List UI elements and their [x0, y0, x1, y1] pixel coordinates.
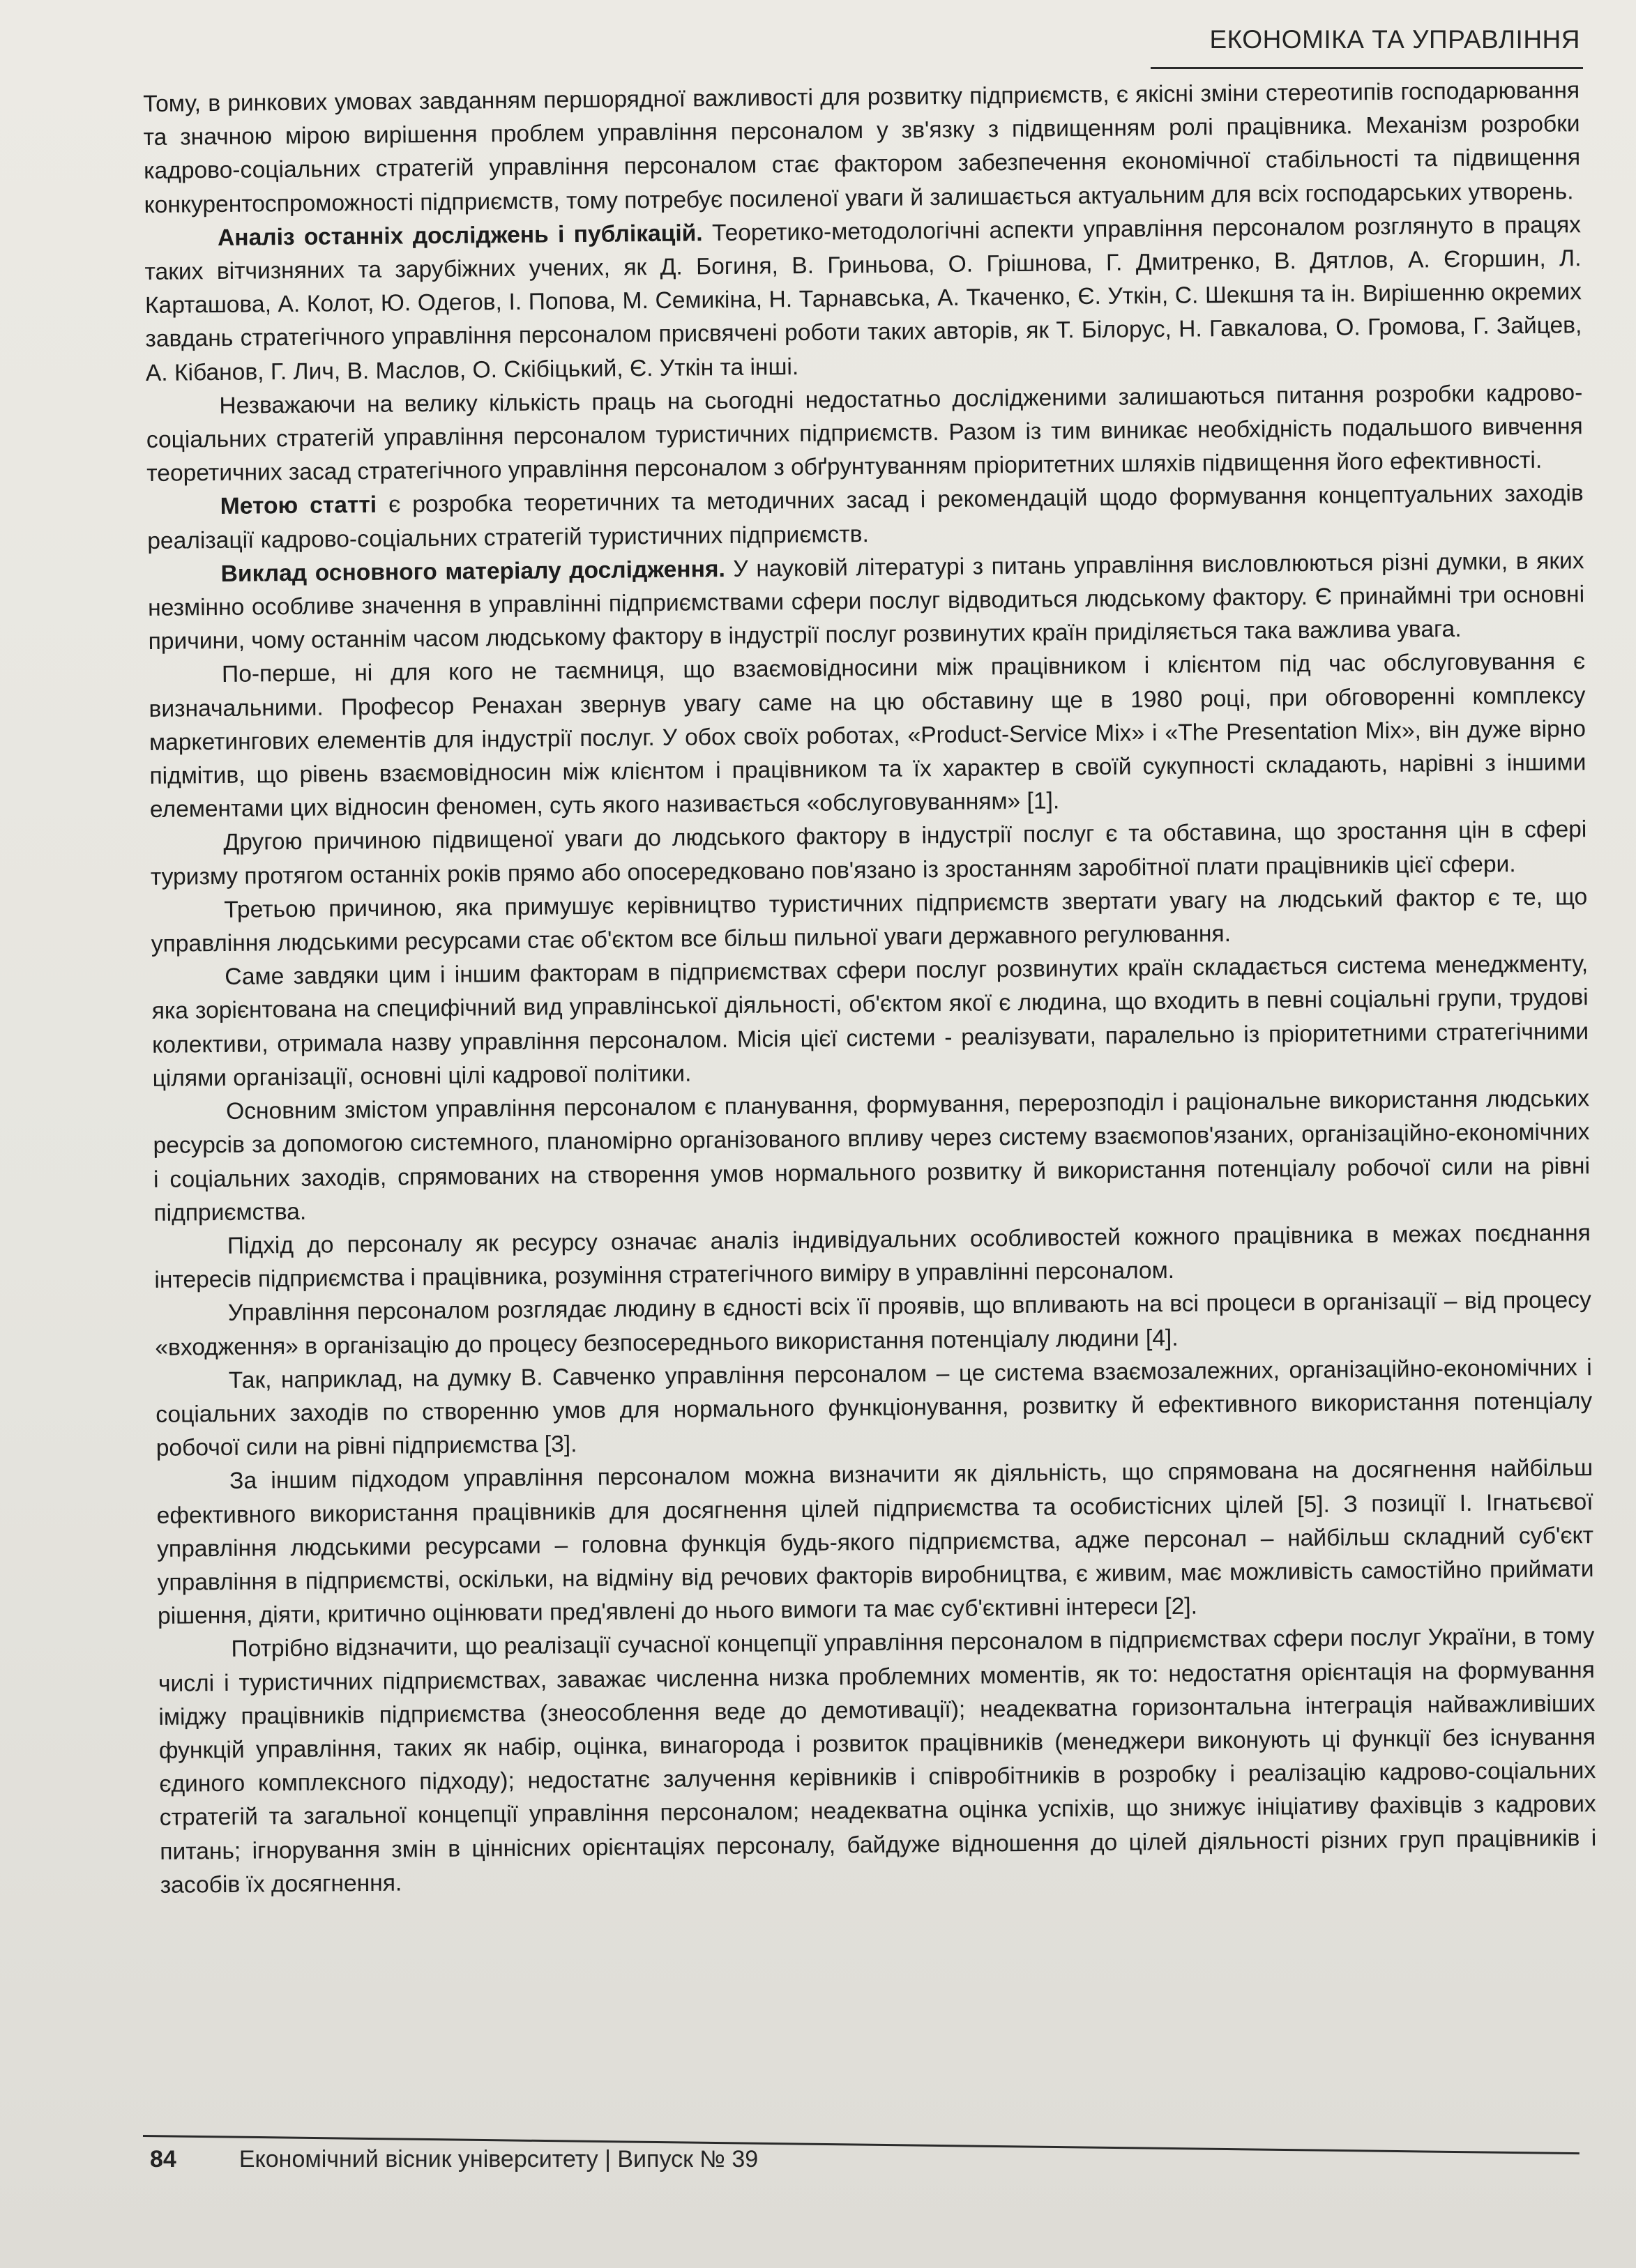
paragraph-text: У науковій літературі з питань управління висловлюються різні думки, в яких незмінно особливе значення в управлінні підприємствами сфери послуг відводиться людському фактору. Є принаймні три основні причини, чому останнім часом людському фактору в індустрії послуг розвинутих країн приділяється така важлива увага. [147, 548, 1585, 655]
paragraph-management-system [151, 947, 1589, 1096]
paragraph-text: Другою причиною підвищеної уваги до людського фактору в індустрії послуг є та обставина, що зростання цін в сфері туризму протягом останніх років прямо або опосередковано пов'язано із зростанням заробітної плати працівників цієї сфери. [150, 816, 1587, 890]
paragraph-other-approach [156, 1452, 1594, 1634]
paragraph-text: є розробка теоретичних та методичних засад і рекомендацій щодо формування концептуальних заходів реалізації кадрово-соціальних стратегій туристичних підприємств. [147, 480, 1584, 554]
paragraph-lead-heading: Метою статті [220, 492, 377, 520]
paragraph-savchenko-definition [156, 1351, 1593, 1466]
paragraph-text: Потрібно відзначити, що реалізації сучасної концепції управління персоналом в підприємствах сфери послуг України, в тому числі і туристичних підприємствах, заважає численна низка проблемних моментів, як то: недостатня орієнтація на формування іміджу працівників підприємства (знеособлення веде до демотивації); неадекватна горизонтальна інтеграція найважливіших функцій управління, таких як набір, оцінка, винагорода і розвиток працівників (менеджери виконують ці функції без існування єдиного комплексного підходу); недостатнє залучення керівників і співробітників в розробку і реалізацію кадрово-соціальних стратегій та загальної концепції управління персоналом; неадекватна оцінка успіхів, що знижує ініціативу фахівців з кадрових питань; ігнорування змін в ціннісних орієнтаціях персоналу, байдуже відношення до цілей діяльності різних груп працівників і засобів їх досягнення. [158, 1623, 1597, 1898]
paragraph-text: Підхід до персоналу як ресурсу означає аналіз індивідуальних особливостей кожного працівника в межах поєднання інтересів підприємства і працівника, розуміння стратегічного виміру в управлінні персоналом. [154, 1220, 1591, 1294]
paragraph-text: За іншим підходом управління персоналом можна визначити як діяльність, що спрямована на досягнення найбільш ефективного використання працівників для досягнення цілей підприємства та особистісних цілей [5]. З позиції І. Ігнатьєвої управління людськими ресурсами – головна функція будь-якого підприємства, адже персонал – найбільш складний суб'єкт управління в підприємстві, оскільки, на відміну від речових факторів виробництва, є живим, має можливість самостійно приймати рішення, діяти, критично оцінювати пред'явлені до нього вимоги та має суб'єктивні інтереси [2]. [156, 1455, 1594, 1630]
paragraph-lead-heading: Виклад основного матеріалу дослідження. [220, 556, 725, 587]
paragraph-text: По-перше, ні для кого не таємниця, що взаємовідносини між працівником і клієнтом під час обслуговування є визначальними. Професор Ренахан звернув увагу саме на цю обставину ще в 1980 році, при обговоренні комплексу маркетингових елементів для індустрії послуг. У обох своїх роботах, «Product-Service Mix» і «The Presentation Mix», він дуже вірно підмітив, що рівень взаємовідносин між клієнтом і працівником та їх характер в своїй сукупності складають, нарівні з іншими елементами цих відносин феномен, суть якого називається «обслуговуванням» [1]. [149, 648, 1586, 823]
paragraph-text: Незважаючи на велику кількість праць на сьогодні недостатньо дослідженими залишаються питання розробки кадрово-соціальних стратегій управління персоналом туристичних підприємств. Разом із тим виникає необхідність подальшого вивчення теоретичних засад стратегічного управління персоналом з обґрунтуванням пріоритетних шляхів підвищення його ефективності. [146, 380, 1583, 487]
paragraph-hr-content [153, 1082, 1591, 1231]
paragraph-text: Теоретико-методологічні аспекти управління персоналом розглянуто в працях таких вітчизняних та зарубіжних учених, як Д. Богиня, В. Гриньова, О. Грішнова, Г. Дмитренко, В. Дятлов, А. Єгоршин, Л. Карташова, А. Колот, Ю. Одегов, І. Попова, М. Семикіна, Н. Тарнавська, А. Ткаченко, Є. Уткін, С. Шекшня та ін. Вирішенню окремих завдань стратегічного управління персоналом присвячені роботи таких авторів, як Т. Білорус, Н. Гавкалова, О. Громова, Г. Зайцев, А. Кібанов, Г. Лич, В. Маслов, О. Скібіцький, Є. Уткін та інші. [144, 212, 1582, 386]
article-body [143, 74, 1597, 1903]
header-rule [1151, 67, 1583, 69]
paragraph-text: Так, наприклад, на думку В. Савченко управління персоналом – це система взаємозалежних, організаційно-економічних і соціальних заходів по створенню умов для нормального функціонування, розвитку й ефективного використання потенціалу робочої сили на рівні підприємства [3]. [156, 1354, 1593, 1462]
paragraph-text: Саме завдяки цим і іншим факторам в підприємствах сфери послуг розвинутих країн складається система менеджменту, яка зорієнтована на специфічний вид управлінської діяльності, об'єктом якої є людина, що входить в певні соціальні групи, трудові колективи, отримала назву управління персоналом. Місія цієї системи - реалізувати, паралельно із пріоритетними стратегічними цілями організації, основні цілі кадрової політики. [151, 951, 1589, 1092]
page-number: 84 [150, 2146, 176, 2172]
paragraph-main-material [147, 545, 1584, 659]
paragraph-text: Тому, в ринкових умовах завданням першорядної важливості для розвитку підприємств, є якісні зміни стереотипів господарювання та значною мірою вирішення проблем управління персоналом у зв'язку з підвищенням ролі працівника. Механізм розробки кадрово-соціальних стратегій управління персоналом стає фактором забезпечення економічної стабільності та підвищення конкурентоспроможності підприємств, тому потребує посиленої уваги й залишається актуальним для всіх господарських утворень. [143, 77, 1581, 218]
paragraph-intro-continuation [143, 74, 1581, 222]
page-footer [150, 2146, 758, 2173]
paragraph-lead-heading: Аналіз останніх досліджень і публікацій. [217, 220, 703, 251]
paragraph-text: Управління персоналом розглядає людину в єдності всіх її проявів, що впливають на всі процеси в організації – від процесу «входження» в організацію до процесу безпосереднього використання потенціалу людини [4]. [155, 1287, 1591, 1361]
paragraph-text: Основним змістом управління персоналом є планування, формування, перерозподіл і раціональне використання людських ресурсів за допомогою системного, планомірно організованого впливу через систему взаємопов'язаних, організаційно-економічних і соціальних заходів, спрямованих на створення умов нормального розвитку й використання потенціалу робочої сили на рівні підприємства. [153, 1086, 1591, 1226]
paragraph-unresolved-issues [146, 376, 1583, 491]
running-header: ЕКОНОМІКА ТА УПРАВЛІННЯ [1209, 25, 1580, 54]
paragraph-text: Третьою причиною, яка примушує керівництво туристичних підприємств звертати увагу на людський фактор є те, що управління людськими ресурсами стає об'єктом все більш пильної уваги державного регулювання. [151, 884, 1588, 958]
paragraph-first-reason [149, 646, 1586, 828]
paragraph-literature-review [144, 208, 1582, 390]
paragraph-problems [158, 1620, 1597, 1902]
journal-issue-title: Економічний вісник університету | Випуск № 39 [238, 2146, 759, 2172]
